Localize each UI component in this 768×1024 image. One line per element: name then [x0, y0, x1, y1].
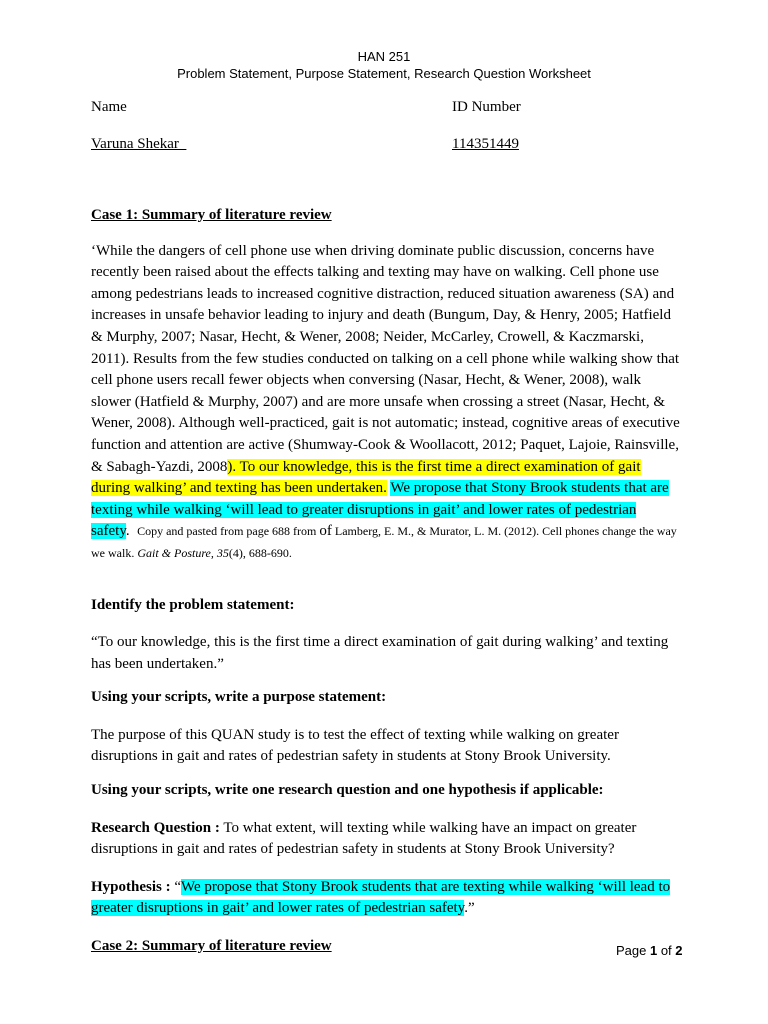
- case1-purpose-highlight: We propose that Stony Brook students that are texting while walking ‘will lead to greater disruptions in gait’ and lower rates of pedestrian safety: [91, 480, 669, 540]
- citation-of: of: [319, 523, 332, 540]
- name-label: Name: [91, 99, 127, 115]
- page-indicator: [616, 943, 683, 958]
- hypothesis-label: Hypothesis :: [91, 878, 171, 895]
- research-question-answer: [91, 818, 681, 861]
- research-question-text: To what extent, will texting while walking have an impact on greater disruptions in gait and rates of pedestrian safety in students at Stony Brook University?: [91, 819, 637, 858]
- hypothesis-open-quote: “: [170, 878, 182, 895]
- problem-statement-answer: “To our knowledge, this is the first time a direct examination of gait during walking’ and texting has been undertaken.”: [91, 634, 669, 672]
- case2-heading: Case 2: Summary of literature review: [91, 938, 332, 955]
- case1-literature-paragraph: [91, 241, 681, 565]
- worksheet-body: [91, 205, 681, 958]
- hypothesis-highlight: We propose that Stony Brook students that are texting while walking ‘will lead to greater disruptions in gait’ and lower rates of pedestrian safety: [91, 878, 671, 917]
- case1-problem-highlight: ). To our knowledge, this is the first time a direct examination of gait during walking’ and texting has been undertaken.: [91, 458, 641, 497]
- citation-prefix: Copy and pasted from page 688 from: [137, 524, 320, 539]
- worksheet-title: Problem Statement, Purpose Statement, Research Question Worksheet: [177, 66, 591, 81]
- research-question-label: Research Question :: [91, 819, 220, 836]
- case1-period: .: [125, 523, 130, 540]
- page-current: 1: [649, 943, 658, 958]
- page-total: 2: [675, 943, 683, 958]
- course-code: HAN 251: [357, 49, 411, 64]
- citation-reference: Lamberg, E. M., & Murator, L. M. (2012). Cell phones change the way we walk.: [91, 524, 677, 560]
- hypothesis-close-quote: .”: [464, 900, 475, 917]
- id-number-value: 114351449: [452, 136, 519, 152]
- case1-heading: Case 1: Summary of literature review: [91, 207, 332, 223]
- citation-pages: (4), 688-690.: [228, 545, 292, 560]
- purpose-statement-heading: Using your scripts, write a purpose statement:: [91, 689, 387, 706]
- name-value: Varuna Shekar: [91, 136, 187, 152]
- id-number-label: ID Number: [452, 99, 521, 115]
- hypothesis-answer: [91, 877, 681, 920]
- case1-text: ‘While the dangers of cell phone use when driving dominate public discussion, concerns have recently been raised about the effects talking and texting may have on walking. Cell phone use among pedestrians leads to increased cognitive distraction, reduced situation awareness (SA) and increases in unsafe behavior leading to injury and death (Bungum, Day, & Henry, 2005; Hatfield & Murphy, 2007; Nasar, Hecht, & Wener, 2008; Neider, McCarley, Crowell, & Kaczmarski, 2011). Results from the few studies conducted on talking on a cell phone while walking show that cell phone users recall fewer objects when conversing (Nasar, Hecht, & Wener, 2008), walk slower (Hatfield & Murphy, 2007) and are more unsafe when crossing a street (Nasar, Hecht, & Wener, 2008). Although well-practiced, gait is not automatic; instead, cognitive areas of executive function and attention are active (Shumway-Cook & Woollacott, 2012; Paquet, Lajoie, Rainsville, & Sabagh-Yazdi, 2008: [91, 242, 680, 475]
- research-question-heading: Using your scripts, write one research question and one hypothesis if applicable:: [91, 782, 604, 799]
- problem-statement-heading: Identify the problem statement:: [91, 596, 295, 613]
- page-word: Page: [616, 943, 650, 958]
- purpose-statement-answer: The purpose of this QUAN study is to test the effect of texting while walking on greater disruptions in gait and rates of pedestrian safety in students at Stony Brook University.: [91, 726, 619, 765]
- page-of-word: of: [657, 943, 676, 958]
- citation-journal: Gait & Posture, 35: [137, 545, 229, 560]
